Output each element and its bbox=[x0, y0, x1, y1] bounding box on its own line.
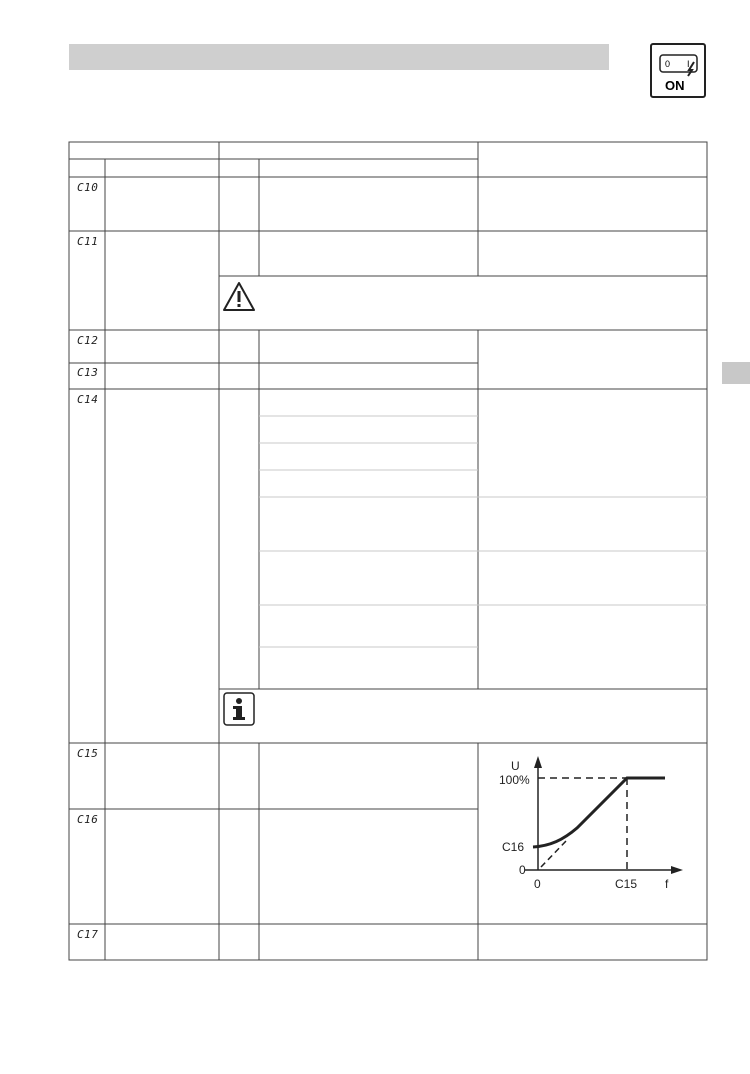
code-c14: C14 bbox=[77, 393, 99, 406]
x-axis-arrow bbox=[671, 866, 683, 874]
graph-y-zero: 0 bbox=[519, 863, 526, 877]
code-c12: C12 bbox=[77, 334, 99, 347]
graph-y-label: U bbox=[511, 759, 520, 773]
graph-100-label: 100% bbox=[499, 773, 530, 787]
code-c16: C16 bbox=[77, 813, 99, 826]
graph-x-zero: 0 bbox=[534, 877, 541, 891]
code-c10: C10 bbox=[77, 181, 99, 194]
code-c13: C13 bbox=[77, 366, 99, 379]
vf-characteristic-graph bbox=[495, 752, 695, 897]
graph-c16-label: C16 bbox=[502, 840, 525, 854]
graph-x-label: f bbox=[665, 877, 669, 891]
code-c17: C17 bbox=[77, 928, 99, 941]
warning-icon bbox=[222, 281, 256, 313]
on-label: ON bbox=[665, 78, 685, 93]
code-c15: C15 bbox=[77, 747, 99, 760]
svg-text:I: I bbox=[687, 59, 690, 69]
y-axis-arrow bbox=[534, 756, 542, 768]
code-c11: C11 bbox=[77, 235, 99, 248]
svg-text:0: 0 bbox=[665, 59, 671, 69]
info-icon bbox=[223, 692, 255, 726]
graph-c15-label: C15 bbox=[615, 877, 638, 891]
